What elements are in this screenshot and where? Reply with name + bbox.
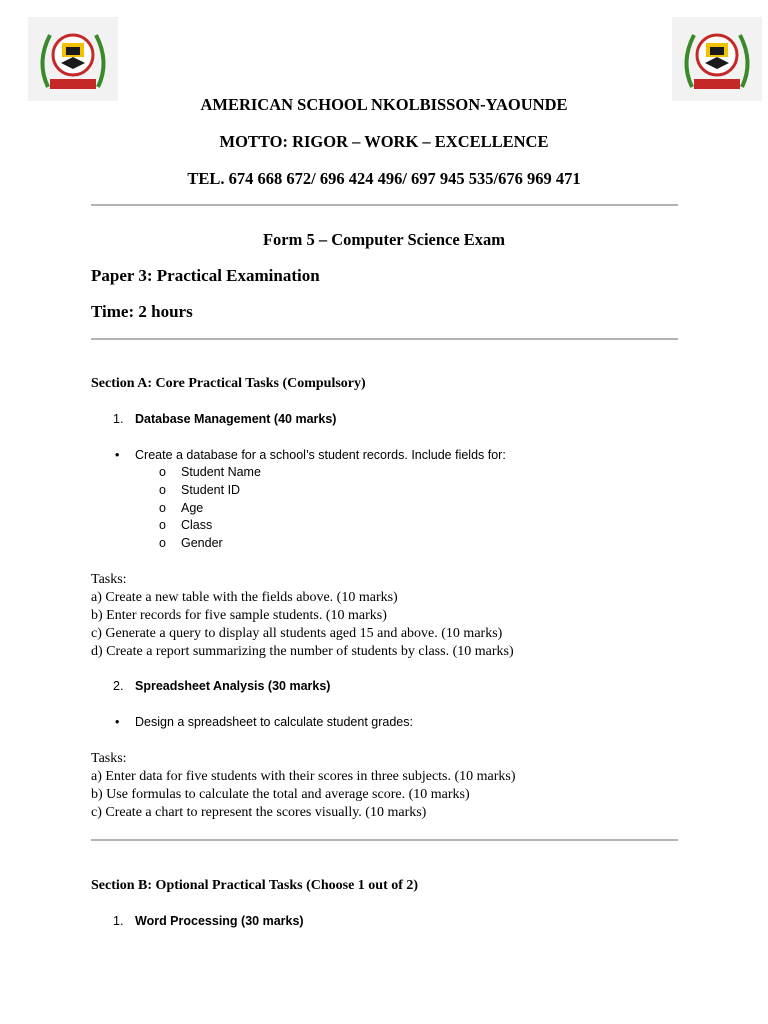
- task-line: c) Generate a query to display all students aged 15 and above. (10 marks): [91, 626, 503, 641]
- sub-bullet-glyph: o: [159, 465, 166, 479]
- divider: [91, 839, 678, 841]
- task-line: b) Use formulas to calculate the total and average score. (10 marks): [91, 787, 470, 802]
- school-name: AMERICAN SCHOOL NKOLBISSON-YAOUNDE: [200, 95, 568, 114]
- item-number: 1.: [113, 412, 124, 426]
- task-line: a) Create a new table with the fields above. (10 marks): [91, 590, 398, 605]
- item-number: 2.: [113, 679, 124, 693]
- field-item: [159, 501, 203, 515]
- field-name: Gender: [181, 536, 223, 550]
- school-motto: MOTTO: RIGOR – WORK – EXCELLENCE: [219, 132, 549, 151]
- item-title: Database Management (40 marks): [135, 412, 337, 426]
- divider: [91, 204, 678, 206]
- sub-bullet-glyph: o: [159, 518, 166, 532]
- school-logo-left: [28, 17, 118, 101]
- list-item: [113, 412, 336, 426]
- task-line: a) Enter data for five students with their scores in three subjects. (10 marks): [91, 769, 516, 784]
- school-crest-icon: [28, 17, 118, 101]
- exam-title: Form 5 – Computer Science Exam: [262, 230, 506, 249]
- sub-bullet-glyph: o: [159, 536, 166, 550]
- field-item: [159, 483, 240, 497]
- sub-bullet-glyph: o: [159, 483, 166, 497]
- bullet-item: [115, 715, 413, 729]
- paper-title: Paper 3: Practical Examination: [91, 266, 320, 285]
- divider: [91, 338, 678, 340]
- sub-bullet-glyph: o: [159, 501, 166, 515]
- section-a-heading: Section A: Core Practical Tasks (Compulsory): [91, 376, 366, 391]
- bullet-text: Design a spreadsheet to calculate student grades:: [135, 715, 413, 729]
- bullet-glyph: •: [115, 448, 120, 462]
- field-name: Class: [181, 518, 213, 532]
- tasks-label: Tasks:: [91, 572, 127, 587]
- field-item: [159, 518, 212, 532]
- field-item: [159, 536, 223, 550]
- school-phones: TEL. 674 668 672/ 696 424 496/ 697 945 535/676 969 471: [187, 169, 581, 188]
- item-number: 1.: [113, 914, 124, 928]
- task-line: b) Enter records for five sample students. (10 marks): [91, 608, 387, 623]
- bullet-glyph: •: [115, 715, 120, 729]
- bullet-text: Create a database for a school’s student records. Include fields for:: [135, 448, 506, 462]
- task-line: c) Create a chart to represent the scores visually. (10 marks): [91, 805, 427, 820]
- list-item: [113, 679, 330, 693]
- field-item: [159, 465, 261, 479]
- bullet-item: [115, 448, 506, 462]
- item-title: Word Processing (30 marks): [135, 914, 304, 928]
- tasks-label: Tasks:: [91, 751, 127, 766]
- school-crest-icon: [672, 17, 762, 101]
- field-name: Student ID: [181, 483, 241, 497]
- field-name: Student Name: [181, 465, 261, 479]
- exam-time: Time: 2 hours: [91, 302, 193, 321]
- item-title: Spreadsheet Analysis (30 marks): [135, 679, 331, 693]
- school-logo-right: [672, 17, 762, 101]
- section-b-heading: Section B: Optional Practical Tasks (Choose 1 out of 2): [91, 878, 419, 893]
- list-item: [113, 914, 304, 928]
- task-line: d) Create a report summarizing the number of students by class. (10 marks): [91, 644, 514, 659]
- field-name: Age: [181, 501, 204, 515]
